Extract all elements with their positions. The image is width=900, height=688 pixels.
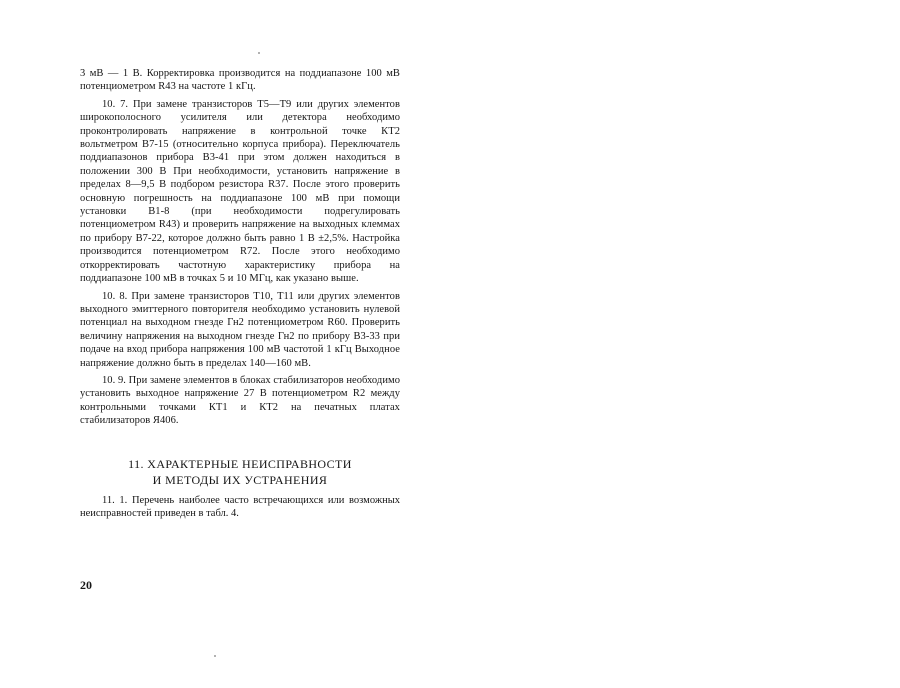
scan-speck — [258, 52, 260, 54]
section-heading-line-1: 11. ХАРАКТЕРНЫЕ НЕИСПРАВНОСТИ — [128, 457, 352, 471]
paragraph-continuation: 3 мВ — 1 В. Корректировка производится на поддиапазоне 100 мВ потенциометром R43 на частоте 1 кГц. — [80, 68, 400, 93]
body-text — [80, 67, 400, 432]
paragraph-10-8: 10. 8. При замене транзисторов Т10, Т11 или других элементов выходного эмиттерного повторителя необходимо установить нулевой потенциал на выходном гнезде Гн2 потенциометром R60. Проверить величину напряжения на выходном гнезде Гн2 по прибору В3-33 при подаче на вход прибора напряжения 100 мВ частотой 1 кГц Выходное напряжение должно быть в пределах 140—160 мВ. — [80, 290, 400, 369]
paragraph-10-9: 10. 9. При замене элементов в блоках стабилизаторов необходимо установить выходное напряжение 27 В потенциометром R2 между контрольными точками КТ1 и КТ2 на печатных платах стабилизаторов Я406. — [80, 374, 400, 427]
paragraph-11-1: 11. 1. Перечень наиболее часто встречающихся или возможных неисправностей приведен в табл. 4. — [80, 495, 400, 520]
section-heading-line-2: И МЕТОДЫ ИХ УСТРАНЕНИЯ — [152, 473, 328, 487]
paragraph-10-7: 10. 7. При замене транзисторов Т5—Т9 или других элементов широкополосного усилителя или детектора необходимо проконтролировать напряжение в контрольной точке КТ2 вольтметром В7-15 (относительно корпуса прибора). Переключатель поддиапазонов прибора В3-41 при этом должен находиться в положении 300 В При необходимости, установить напряжение в пределах 8—9,5 В подбором резистора R37. После этого проверить основную погрешность на поддиапазоне 100 мВ при помощи установки В1-8 (при необходимости подрегулировать потенциометром R43) и проверить напряжение на выходных клеммах по прибору В7-22, которое должно быть равно 1 В ±2,5%. Настройка производится потенциометром R72. После этого необходимо откорректировать частотную характеристику прибора на поддиапазоне 100 мВ в точках 5 и 10 МГц, как указано выше. — [80, 98, 400, 285]
scan-speck — [214, 655, 216, 657]
page-number: 20 — [80, 578, 92, 592]
